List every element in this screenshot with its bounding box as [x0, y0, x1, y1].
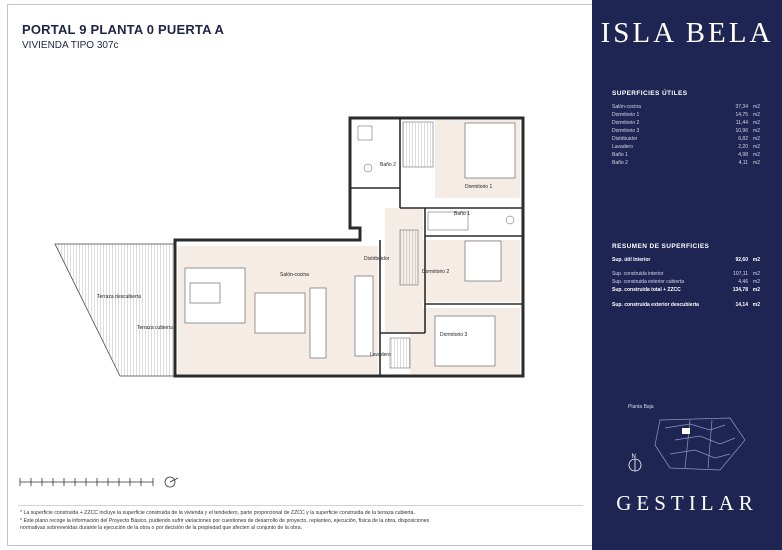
- terrace-area: [55, 244, 175, 376]
- resumen-construida-row: Sup. construida interior 107,11 m2: [612, 271, 760, 277]
- unit-highlight: [682, 428, 690, 434]
- utiles-row: Lavadero 2,20 m2: [612, 144, 760, 150]
- page-subtitle: VIVIENDA TIPO 307c: [22, 40, 119, 51]
- resumen-exterior-cubierta-row: Sup. construida exterior cubierta 4,46 m2: [612, 279, 760, 285]
- notes-divider: [18, 505, 583, 506]
- utiles-title: SUPERFICIES ÚTILES: [612, 90, 688, 97]
- label-terraza-cubierta: Terraza cubierta: [137, 325, 173, 331]
- label-lavadero: Lavadero: [370, 352, 391, 358]
- resumen-total-row: Sup. construida total + ZZCC 134,78 m2: [612, 287, 760, 293]
- utiles-row: Baño 2 4,11 m2: [612, 160, 760, 166]
- label-distribuidor: Distribuidor: [364, 256, 390, 262]
- resumen-util-row: Sup. útil Interior 92,60 m2: [612, 257, 760, 263]
- label-bano1: Baño 1: [454, 211, 470, 217]
- resumen-exterior-descubierta-row: Sup. construida exterior descubierta 14,14 m2: [612, 302, 760, 308]
- footnote-2: * Este plano recoge la información del Proyecto Básico, pudiendo sufrir variaciones por cuestiones de desarrollo de proyecto, replanteo, ejecución, física de la obra, disposiciones: [20, 517, 430, 524]
- label-salon: Salón-cocina: [280, 272, 309, 278]
- brand-logo: ISLA BELA: [600, 17, 774, 49]
- footnote-3: normativas sobrevenidas durante la ejecución de la obra o por decisión de la propiedad que afecten al conjunto de la obra.: [20, 525, 303, 531]
- utiles-row: Baño 1 4,98 m2: [612, 152, 760, 158]
- utiles-row: Dormitorio 3 10,96 m2: [612, 128, 760, 134]
- label-terraza-descubierta: Terraza descubierta: [97, 294, 141, 300]
- gestilar-logo: GESTILAR: [616, 491, 758, 515]
- label-dorm1: Dormitorio 1: [465, 184, 493, 190]
- resumen-title: RESUMEN DE SUPERFICIES: [612, 243, 710, 250]
- utiles-row: Distribuidor 6,82 m2: [612, 136, 760, 142]
- floor-plan: [40, 108, 540, 398]
- utiles-row: Dormitorio 1 14,75 m2: [612, 112, 760, 118]
- scale-bar: [18, 474, 193, 490]
- footnotes: [20, 510, 580, 533]
- utiles-row: Dormitorio 2 11,44 m2: [612, 120, 760, 126]
- label-dorm2: Dormitorio 2: [422, 269, 450, 275]
- utiles-row: Salón-cocina 37,34 m2: [612, 104, 760, 110]
- compass-north-icon: [626, 452, 644, 472]
- label-dorm3: Dormitorio 3: [440, 332, 468, 338]
- label-bano2: Baño 2: [380, 162, 396, 168]
- footnote-1: * La superficie construida + ZZCC incluye la superficie construida de la vivienda y el tendedero, parte proporcional de ZZCC y la superficie construida de la terraza cubierta.: [20, 510, 415, 516]
- page-title: PORTAL 9 PLANTA 0 PUERTA A: [22, 22, 225, 37]
- svg-text:N: N: [631, 454, 636, 460]
- mini-map-label: Planta Baja: [628, 404, 654, 410]
